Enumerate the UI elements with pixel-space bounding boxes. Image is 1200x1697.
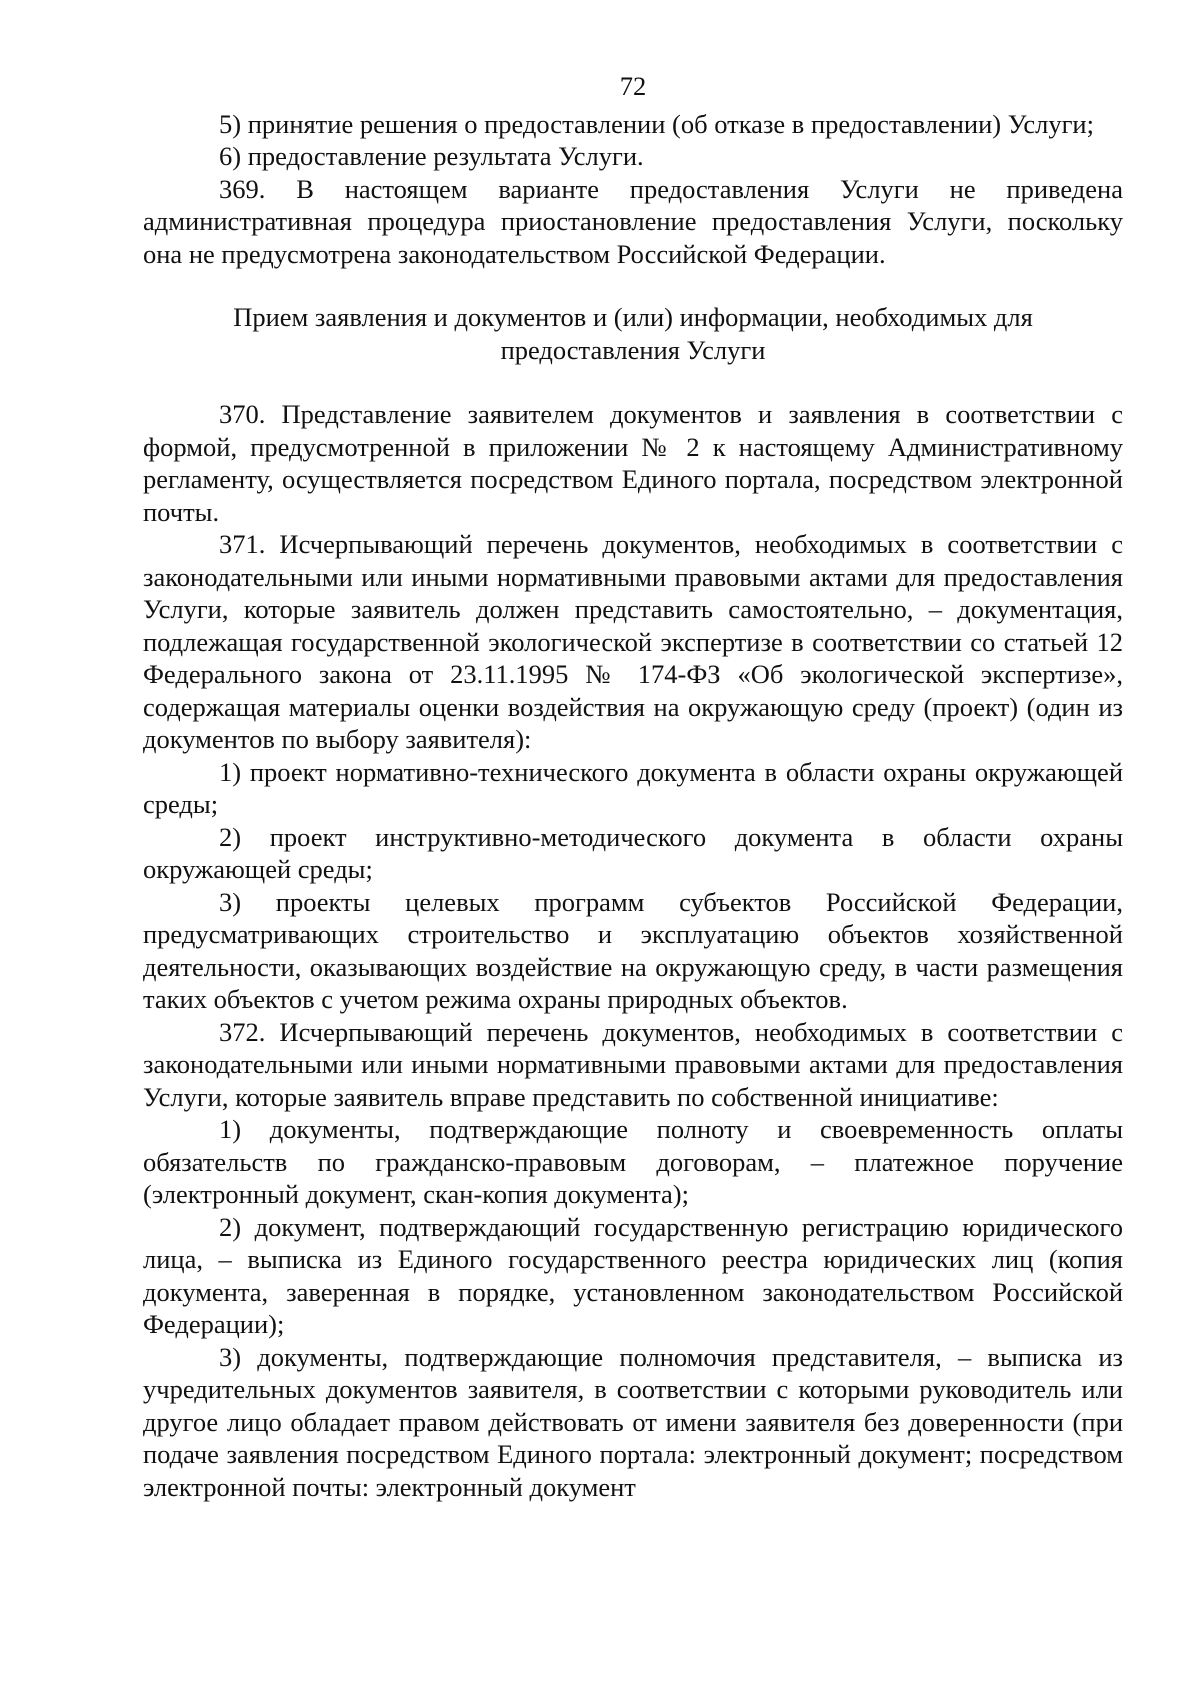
section-heading-line-2: предоставления Услуги: [500, 334, 766, 365]
paragraph-370: 370. Представление заявителем документов и заявления в соответствии с формой, предусмотренной в приложении № 2 к настоящему Административному регламенту, осуществляется посредством Единого портала, посредством электронной почты.: [143, 399, 1123, 527]
paragraph-372: 372. Исчерпывающий перечень документов, необходимых в соответствии с законодательными или иными нормативными правовыми актами для предоставления Услуги, которые заявитель вправе представить по собственной инициативе:: [143, 1016, 1123, 1112]
paragraph-371-item-2: 2) проект инструктивно-методического документа в области охраны окружающей среды;: [143, 821, 1123, 884]
section-heading: [143, 301, 1123, 366]
paragraph-item-5: 5) принятие решения о предоставлении (об отказе в предоставлении) Услуги;: [219, 108, 1094, 139]
paragraph-372-item-2: 2) документ, подтверждающий государственную регистрацию юридического лица, – выписка из Единого государственного реестра юридических лиц (копия документа, заверенная в порядке, установленном законодательством Российской Федерации);: [143, 1211, 1123, 1339]
section-heading-line-1: Прием заявления и документов и (или) информации, необходимых для: [233, 302, 1033, 332]
paragraph-371: 371. Исчерпывающий перечень документов, необходимых в соответствии с законодательными или иными нормативными правовыми актами для предоставления Услуги, которые заявитель должен представить самостоятельно, – документация, подлежащая государственной экологической экспертизе в соответствии со статьей 12 Федерального закона от 23.11.1995 № 174-ФЗ «Об экологической экспертизе», содержащая материалы оценки воздействия на окружающую среду (проект) (один из документов по выбору заявителя):: [143, 529, 1123, 754]
paragraph-372-item-3: 3) документы, подтверждающие полномочия представителя, – выписка из учредительных документов заявителя, в соответствии с которыми руководитель или другое лицо обладает правом действовать от имени заявителя без доверенности (при подаче заявления посредством Единого портала: электронный документ; посредством электронной почты: электронный документ: [143, 1341, 1123, 1502]
page-number: 72: [619, 71, 647, 101]
paragraph-371-item-3: 3) проекты целевых программ субъектов Российской Федерации, предусматривающих строительство и эксплуатацию объектов хозяйственной деятельности, оказывающих воздействие на окружающую среду, в части размещения таких объектов с учетом режима охраны природных объектов.: [143, 886, 1123, 1014]
paragraph-item-6: 6) предоставление результата Услуги.: [219, 141, 644, 171]
document-page: [143, 70, 1123, 1503]
paragraph-369: 369. В настоящем варианте предоставления Услуги не приведена административная процедура приостановление предоставления Услуги, поскольку она не предусмотрена законодательством Российской Федерации.: [143, 173, 1123, 269]
paragraph-371-item-1: 1) проект нормативно-технического документа в области охраны окружающей среды;: [143, 756, 1123, 819]
paragraph-372-item-1: 1) документы, подтверждающие полноту и своевременность оплаты обязательств по гражданско-правовым договорам, – платежное поручение (электронный документ, скан-копия документа);: [143, 1114, 1123, 1209]
